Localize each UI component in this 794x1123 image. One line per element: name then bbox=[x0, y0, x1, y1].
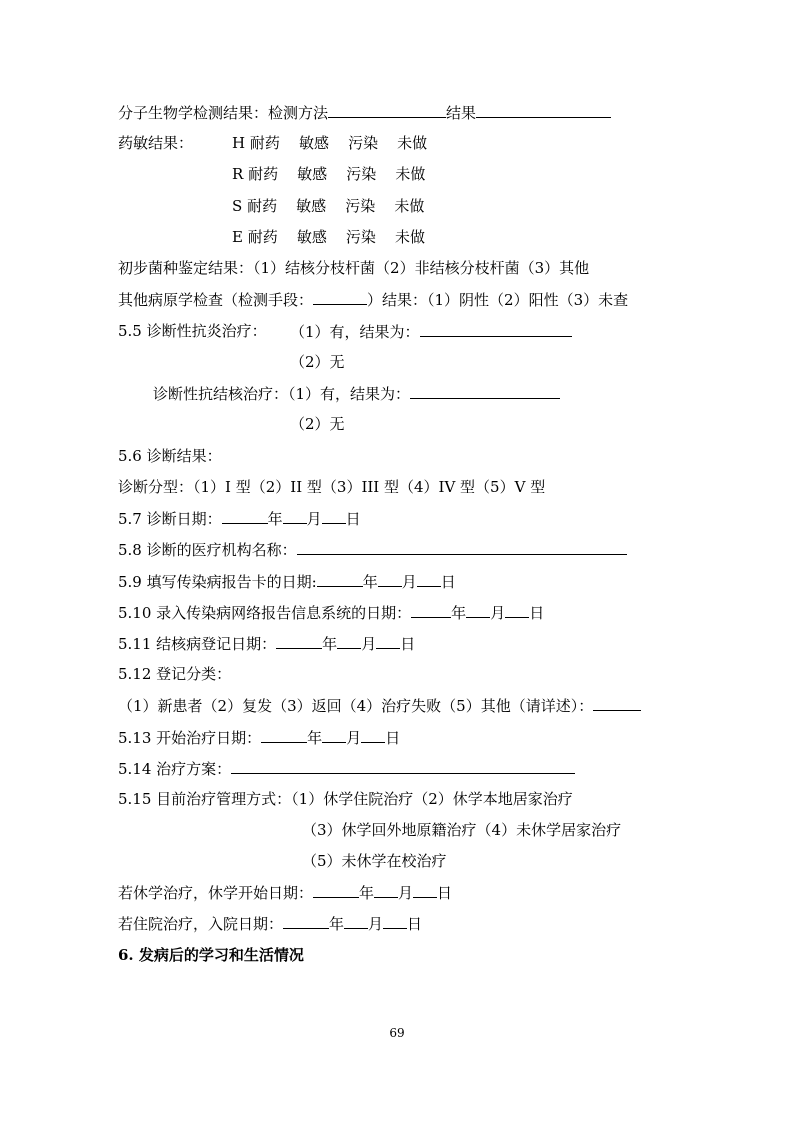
institution-label: 5.8 诊断的医疗机构名称： bbox=[118, 541, 297, 559]
year-unit: 年 bbox=[359, 884, 375, 902]
option-contaminated[interactable]: 污染 bbox=[345, 197, 376, 215]
month-unit: 月 bbox=[490, 604, 506, 622]
dst-row-e bbox=[232, 227, 425, 247]
dst-row-r bbox=[232, 164, 425, 184]
option-contaminated[interactable]: 污染 bbox=[345, 228, 376, 246]
section-5-13-row bbox=[118, 727, 400, 748]
page-number: 69 bbox=[389, 1026, 405, 1040]
month-blank[interactable] bbox=[374, 882, 398, 898]
dst-row-h bbox=[232, 133, 427, 153]
anti-tb-result-blank[interactable] bbox=[410, 383, 560, 399]
method-blank[interactable] bbox=[328, 102, 446, 118]
molecular-test-label: 分子生物学检测结果：检测方法 bbox=[118, 104, 329, 122]
year-blank[interactable] bbox=[313, 882, 359, 898]
drug-code: H bbox=[232, 134, 246, 152]
option-resistant[interactable]: 耐药 bbox=[247, 197, 278, 215]
section-5-5-label: 5.5 诊断性抗炎治疗： bbox=[118, 322, 267, 340]
year-blank[interactable] bbox=[261, 727, 307, 743]
option-sensitive[interactable]: 敏感 bbox=[298, 134, 329, 152]
drug-code: S bbox=[232, 197, 243, 215]
result-label: 结果 bbox=[446, 104, 477, 122]
species-result: 初步菌种鉴定结果：（1）结核分枝杆菌（2）非结核分枝杆菌（3）其他 bbox=[118, 259, 590, 277]
management-options-1: （1）休学住院治疗（2）休学本地居家治疗 bbox=[291, 790, 573, 808]
admission-date-label: 若住院治疗，入院日期： bbox=[118, 915, 284, 933]
treatment-regimen-label: 5.14 治疗方案： bbox=[118, 760, 232, 778]
day-blank[interactable] bbox=[413, 882, 437, 898]
year-unit: 年 bbox=[362, 573, 378, 591]
other-pathogen-options: ）结果：（1）阴性（2）阳性（3）未查 bbox=[367, 291, 629, 309]
day-blank[interactable] bbox=[322, 508, 346, 524]
option-yes[interactable]: （1）有，结果为： bbox=[288, 385, 411, 403]
dst-row-s bbox=[232, 196, 424, 216]
institution-blank[interactable] bbox=[297, 539, 627, 555]
diagnosis-types: 诊断分型：（1）I 型（2）II 型（3）III 型（4）IV 型（5）V 型 bbox=[118, 478, 546, 496]
option-resistant[interactable]: 耐药 bbox=[248, 165, 279, 183]
option-no[interactable]: （2）无 bbox=[290, 415, 345, 433]
year-blank[interactable] bbox=[317, 571, 363, 587]
month-blank[interactable] bbox=[283, 508, 307, 524]
year-unit: 年 bbox=[329, 915, 345, 933]
diagnosis-date-label: 5.7 诊断日期： bbox=[118, 510, 222, 528]
treatment-start-label: 5.13 开始治疗日期： bbox=[118, 729, 262, 747]
option-not-done[interactable]: 未做 bbox=[397, 134, 428, 152]
month-unit: 月 bbox=[361, 635, 377, 653]
month-unit: 月 bbox=[398, 884, 414, 902]
regimen-blank[interactable] bbox=[231, 758, 575, 774]
day-unit: 日 bbox=[440, 573, 456, 591]
section-5-7-row bbox=[118, 508, 361, 529]
day-blank[interactable] bbox=[417, 571, 441, 587]
year-unit: 年 bbox=[451, 604, 467, 622]
option-sensitive[interactable]: 敏感 bbox=[296, 228, 327, 246]
other-pathogen-row bbox=[118, 289, 628, 310]
day-blank[interactable] bbox=[383, 913, 407, 929]
anti-inflammatory-result-blank[interactable] bbox=[420, 321, 572, 337]
drug-code: E bbox=[232, 228, 243, 246]
option-not-done[interactable]: 未做 bbox=[395, 228, 426, 246]
section-5-9-row bbox=[118, 571, 456, 592]
suspend-date-label: 若休学治疗，休学开始日期： bbox=[118, 884, 314, 902]
option-sensitive[interactable]: 敏感 bbox=[296, 197, 327, 215]
section-5-5-row bbox=[118, 321, 267, 341]
registration-category-options: （1）新患者（2）复发（3）返回（4）治疗失败（5）其他（请详述）： bbox=[118, 697, 594, 715]
section-5-11-row bbox=[118, 633, 415, 654]
anti-tb-label: 诊断性抗结核治疗： bbox=[153, 385, 289, 403]
year-blank[interactable] bbox=[276, 633, 322, 649]
section-5-10-row bbox=[118, 602, 544, 623]
drug-code: R bbox=[232, 165, 244, 183]
network-report-date-label: 5.10 录入传染病网络报告信息系统的日期： bbox=[118, 604, 412, 622]
day-unit: 日 bbox=[407, 915, 423, 933]
section-5-8-row bbox=[118, 539, 627, 560]
other-pathogen-label: 其他病原学检查（检测手段： bbox=[118, 291, 314, 309]
section-5-6-label: 5.6 诊断结果： bbox=[118, 447, 222, 465]
dst-label: 药敏结果： bbox=[118, 134, 194, 152]
option-sensitive[interactable]: 敏感 bbox=[297, 165, 328, 183]
month-blank[interactable] bbox=[322, 727, 346, 743]
option-not-done[interactable]: 未做 bbox=[394, 197, 425, 215]
day-blank[interactable] bbox=[376, 633, 400, 649]
option-no[interactable]: （2）无 bbox=[290, 353, 345, 371]
month-unit: 月 bbox=[368, 915, 384, 933]
report-card-date-label: 5.9 填写传染病报告卡的日期: bbox=[118, 573, 317, 591]
day-unit: 日 bbox=[529, 604, 545, 622]
registration-category-label: 5.12 登记分类： bbox=[118, 665, 232, 683]
registration-date-label: 5.11 结核病登记日期： bbox=[118, 635, 277, 653]
management-options-3: （5）未休学在校治疗 bbox=[302, 852, 447, 870]
month-blank[interactable] bbox=[466, 602, 490, 618]
management-options-2: （3）休学回外地原籍治疗（4）未休学居家治疗 bbox=[302, 821, 622, 839]
month-blank[interactable] bbox=[378, 571, 402, 587]
option-contaminated[interactable]: 污染 bbox=[348, 134, 379, 152]
section-5-15-row bbox=[118, 789, 573, 809]
year-unit: 年 bbox=[307, 729, 323, 747]
section-6-heading: 6. 发病后的学习和生活情况 bbox=[118, 946, 304, 964]
option-contaminated[interactable]: 污染 bbox=[346, 165, 377, 183]
option-resistant[interactable]: 耐药 bbox=[247, 228, 278, 246]
month-unit: 月 bbox=[346, 729, 362, 747]
year-blank[interactable] bbox=[222, 508, 268, 524]
year-blank[interactable] bbox=[283, 913, 329, 929]
day-unit: 日 bbox=[437, 884, 453, 902]
option-yes[interactable]: （1）有，结果为： bbox=[290, 323, 420, 341]
year-unit: 年 bbox=[322, 635, 338, 653]
day-blank[interactable] bbox=[505, 602, 529, 618]
day-unit: 日 bbox=[385, 729, 401, 747]
molecular-test-row bbox=[118, 102, 611, 123]
month-unit: 月 bbox=[401, 573, 417, 591]
anti-inflammatory-yes-row bbox=[290, 321, 572, 342]
anti-tb-row bbox=[153, 383, 560, 404]
section-5-14-row bbox=[118, 758, 575, 779]
option-not-done[interactable]: 未做 bbox=[395, 165, 426, 183]
day-blank[interactable] bbox=[361, 727, 385, 743]
registration-category-row bbox=[118, 695, 641, 716]
other-detail-blank[interactable] bbox=[593, 695, 641, 711]
month-blank[interactable] bbox=[337, 633, 361, 649]
result-blank[interactable] bbox=[476, 102, 611, 118]
suspend-date-row bbox=[118, 882, 452, 903]
option-resistant[interactable]: 耐药 bbox=[249, 134, 280, 152]
day-unit: 日 bbox=[345, 510, 361, 528]
admission-date-row bbox=[118, 913, 422, 934]
year-blank[interactable] bbox=[411, 602, 451, 618]
year-unit: 年 bbox=[267, 510, 283, 528]
month-unit: 月 bbox=[306, 510, 322, 528]
management-mode-label: 5.15 目前治疗管理方式： bbox=[118, 790, 292, 808]
month-blank[interactable] bbox=[344, 913, 368, 929]
test-means-blank[interactable] bbox=[313, 289, 367, 305]
day-unit: 日 bbox=[400, 635, 416, 653]
